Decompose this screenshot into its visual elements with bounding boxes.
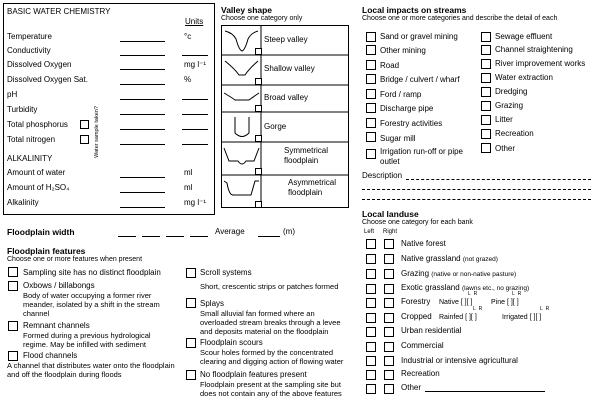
impact-label: Bridge / culvert / wharf (380, 75, 460, 84)
description-line[interactable] (406, 179, 591, 180)
left-bank-checkbox[interactable] (366, 342, 376, 352)
row-label: Temperature (7, 32, 52, 41)
right-bank-checkbox[interactable] (384, 239, 394, 249)
impact-checkbox[interactable] (481, 45, 491, 55)
row-label: Dissolved Oxygen Sat. (7, 75, 88, 84)
feature-desc: Small alluvial fan formed where an overloaded stream breaks through a levee and deposits material on the floodplain (200, 309, 341, 336)
units-header: Units (185, 17, 204, 26)
valley-checkbox (256, 136, 262, 142)
valley-checkbox (256, 202, 262, 208)
feature-checkbox[interactable] (8, 281, 18, 291)
feature-label: Floodplain scours (200, 338, 263, 347)
impact-label: Sugar mill (380, 134, 416, 143)
width-field-4[interactable] (190, 236, 208, 237)
symmetrical-floodplain-icon (224, 148, 259, 164)
value-field[interactable] (120, 207, 165, 208)
landuse-label: Grazing (native or non-native pasture) (401, 269, 517, 278)
broad-valley-icon (224, 93, 259, 100)
feature-checkbox[interactable] (186, 370, 196, 380)
feature-checkbox[interactable] (8, 321, 18, 331)
cropped-rainfed-label: Rainfed [ ][ ] (439, 314, 477, 321)
valley-option-broad[interactable]: Broad valley (264, 93, 309, 102)
valley-option-symmetrical[interactable]: Symmetrical floodplain (284, 146, 329, 165)
shallow-valley-icon (225, 61, 258, 75)
row-label: Conductivity (7, 46, 51, 55)
feature-label: Oxbows / billabongs (23, 281, 95, 290)
landuse-label: Recreation (401, 369, 440, 378)
landuse-label: Cropped (401, 312, 432, 321)
left-bank-checkbox[interactable] (366, 284, 376, 294)
row-unit: mg l⁻¹ (184, 198, 206, 207)
left-bank-label: Left (364, 229, 375, 235)
impact-checkbox[interactable] (481, 115, 491, 125)
asymmetrical-floodplain-icon (224, 181, 259, 195)
cropped-irrigated-label: Irrigated [ ][ ] (502, 314, 542, 321)
feature-desc: Floodplain present at the sampling site but does not contain any of the above features (200, 380, 342, 398)
average-label: Average (215, 227, 245, 236)
feature-desc: Scour holes formed by the concentrated clearing and digging action of flowing water (200, 348, 344, 366)
value-field[interactable] (120, 192, 165, 193)
left-bank-checkbox[interactable] (366, 254, 376, 264)
lr-mark: L R (468, 291, 478, 297)
impact-label: Sewage effluent (495, 32, 553, 41)
description-label: Description (362, 171, 403, 180)
feature-label: Flood channels (23, 351, 78, 360)
right-bank-label: Right (383, 229, 398, 235)
average-field[interactable] (258, 236, 280, 237)
feature-desc: Body of water occupying a former river meander, isolated by a shift in the stream channel (23, 291, 160, 318)
value-field[interactable] (120, 144, 165, 145)
impact-label: Irrigation run-off or pipe outlet (380, 147, 464, 166)
impact-checkbox[interactable] (366, 32, 376, 42)
row-label: Alkalinity (7, 198, 39, 207)
landuse-note: (lawns etc., no grazing) (461, 285, 530, 292)
feature-checkbox[interactable] (186, 338, 196, 348)
impact-label: Channel straightening (495, 45, 573, 54)
steep-valley-icon (225, 31, 258, 51)
forestry-pine-label: Pine [ ][ ] (491, 299, 519, 306)
feature-label: Splays (200, 299, 225, 308)
feature-desc: A channel that distributes water onto the floodplain and off the floodplain during floods (7, 361, 175, 379)
impact-checkbox[interactable] (366, 89, 376, 99)
impact-label: Discharge pipe (380, 104, 434, 113)
valley-option-asymmetrical[interactable]: Asymmetrical floodplain (288, 178, 337, 197)
unit-field[interactable] (182, 99, 208, 100)
row-unit: ml (184, 168, 193, 177)
impact-checkbox[interactable] (481, 143, 491, 153)
forestry-native-label: Native [ ][ ] (439, 299, 473, 306)
row-label: Dissolved Oxygen (7, 60, 72, 69)
right-bank-checkbox[interactable] (384, 370, 394, 380)
lr-mark: L R (540, 306, 550, 312)
impact-checkbox[interactable] (481, 59, 491, 69)
left-bank-checkbox[interactable] (366, 370, 376, 380)
value-field[interactable] (120, 114, 165, 115)
nitrogen-sample-checkbox[interactable] (80, 135, 89, 144)
row-unit: % (184, 75, 192, 84)
valley-checkbox (256, 169, 262, 175)
valley-checkbox (256, 106, 262, 112)
left-bank-checkbox[interactable] (366, 239, 376, 249)
left-bank-checkbox[interactable] (366, 313, 376, 323)
impact-label: Sand or gravel mining (380, 32, 458, 41)
row-unit: mg l⁻¹ (184, 60, 206, 69)
row-label: pH (7, 90, 18, 99)
unit-field[interactable] (182, 129, 208, 130)
unit-field[interactable] (182, 55, 208, 56)
valley-checkbox (256, 79, 262, 85)
impact-label: Recreation (495, 129, 534, 138)
row-label: Turbidity (7, 105, 38, 114)
valley-option-steep[interactable]: Steep valley (264, 35, 308, 44)
feature-desc: Formed during a previous hydrological regime. May be infilled with sediment (23, 331, 151, 349)
value-field[interactable] (120, 177, 165, 178)
value-field[interactable] (120, 55, 165, 56)
left-bank-checkbox[interactable] (366, 298, 376, 308)
other-landuse-field[interactable] (425, 391, 545, 392)
landuse-note: (not grazed) (462, 256, 498, 263)
impact-checkbox[interactable] (366, 149, 376, 159)
row-label: Total phosphorus (7, 120, 68, 129)
row-label: Total nitrogen (7, 135, 56, 144)
valley-title: Valley shape (221, 5, 273, 15)
width-field-2[interactable] (142, 236, 160, 237)
row-unit: ml (184, 183, 193, 192)
impact-label: Grazing (495, 101, 524, 110)
impact-label: Dredging (495, 87, 528, 96)
landuse-label: Native forest (401, 239, 446, 248)
description-line[interactable] (362, 189, 591, 190)
right-bank-checkbox[interactable] (384, 342, 394, 352)
alkalinity-title: ALKALINITY (7, 154, 53, 163)
phosphorus-sample-checkbox[interactable] (80, 120, 89, 129)
width-unit: (m) (283, 227, 295, 236)
landuse-label: Industrial or intensive agricultural (401, 356, 518, 365)
width-field-1[interactable] (118, 236, 136, 237)
impact-label: Other (495, 144, 516, 153)
left-bank-checkbox[interactable] (366, 356, 376, 366)
impact-checkbox[interactable] (366, 118, 376, 128)
impact-checkbox[interactable] (481, 32, 491, 42)
impact-label: Forestry activities (380, 119, 443, 128)
value-field[interactable] (120, 69, 165, 70)
landuse-label: Commercial (401, 341, 444, 350)
impact-checkbox[interactable] (481, 129, 491, 139)
landuse-note: (native or non-native pasture) (431, 271, 517, 278)
water-chemistry-title: BASIC WATER CHEMISTRY (7, 7, 111, 16)
feature-checkbox[interactable] (186, 298, 196, 308)
impacts-subtitle: Choose one or more categories and describe the detail of each (362, 15, 558, 22)
landuse-label: Urban residential (401, 326, 462, 335)
right-bank-checkbox[interactable] (384, 298, 394, 308)
right-bank-checkbox[interactable] (384, 313, 394, 323)
left-bank-checkbox[interactable] (366, 384, 376, 394)
right-bank-checkbox[interactable] (384, 269, 394, 279)
right-bank-checkbox[interactable] (384, 356, 394, 366)
row-label: Amount of water (7, 168, 66, 177)
floodplain-subtitle: Choose one or more features when present (7, 256, 143, 263)
feature-checkbox[interactable] (186, 268, 196, 278)
feature-label: Sampling site has no distinct floodplain (23, 268, 161, 277)
value-field[interactable] (120, 99, 165, 100)
floodplain-title: Floodplain features (7, 246, 86, 256)
value-field[interactable] (120, 129, 165, 130)
feature-label: No floodplain features present (200, 370, 307, 379)
lr-mark: L R (473, 306, 483, 312)
feature-label: Scroll systems (200, 268, 252, 277)
value-field[interactable] (120, 84, 165, 85)
valley-option-gorge[interactable]: Gorge (264, 122, 287, 131)
valley-option-shallow[interactable]: Shallow valley (264, 64, 315, 73)
lr-mark: L R (512, 291, 522, 297)
landuse-subtitle: Choose one category for each bank (362, 219, 473, 226)
feature-label: Remnant channels (23, 321, 90, 330)
water-sample-note: Water sample taken? (94, 106, 100, 158)
feature-checkbox[interactable] (8, 267, 18, 277)
right-bank-checkbox[interactable] (384, 284, 394, 294)
unit-field[interactable] (182, 144, 208, 145)
unit-field[interactable] (182, 114, 208, 115)
impact-checkbox[interactable] (366, 103, 376, 113)
valley-subtitle: Choose one category only (221, 15, 303, 22)
impact-checkbox[interactable] (481, 101, 491, 111)
impact-label: Litter (495, 115, 513, 124)
landuse-label: Exotic grassland (lawns etc., no grazing) (401, 283, 530, 292)
impact-checkbox[interactable] (366, 45, 376, 55)
left-bank-checkbox[interactable] (366, 327, 376, 337)
impact-checkbox[interactable] (366, 60, 376, 70)
description-line[interactable] (362, 199, 591, 200)
value-field[interactable] (120, 41, 165, 42)
gorge-icon (235, 117, 249, 137)
impact-checkbox[interactable] (481, 87, 491, 97)
landuse-label: Other (401, 383, 422, 392)
width-field-3[interactable] (166, 236, 184, 237)
impact-label: Road (380, 61, 400, 70)
landuse-title: Local landuse (362, 209, 419, 219)
impact-label: Other mining (380, 46, 426, 55)
impacts-title: Local impacts on streams (362, 5, 467, 15)
impact-checkbox[interactable] (366, 74, 376, 84)
left-bank-checkbox[interactable] (366, 269, 376, 279)
impact-label: River improvement works (495, 59, 586, 68)
right-bank-checkbox[interactable] (384, 327, 394, 337)
impact-label: Water extraction (495, 73, 553, 82)
impact-label: Ford / ramp (380, 90, 422, 99)
row-unit: °c (184, 32, 192, 41)
floodplain-width-label: Floodplain width (7, 227, 75, 237)
right-bank-checkbox[interactable] (384, 254, 394, 264)
landuse-label: Native grassland (not grazed) (401, 254, 498, 263)
feature-checkbox[interactable] (8, 351, 18, 361)
impact-checkbox[interactable] (366, 132, 376, 142)
valley-checkbox (256, 49, 262, 55)
impact-checkbox[interactable] (481, 73, 491, 83)
feature-desc: Short, crescentic strips or patches formed (200, 282, 339, 291)
right-bank-checkbox[interactable] (384, 384, 394, 394)
row-label: Amount of H₂SO₄ (7, 183, 70, 192)
landuse-label: Forestry (401, 297, 431, 306)
